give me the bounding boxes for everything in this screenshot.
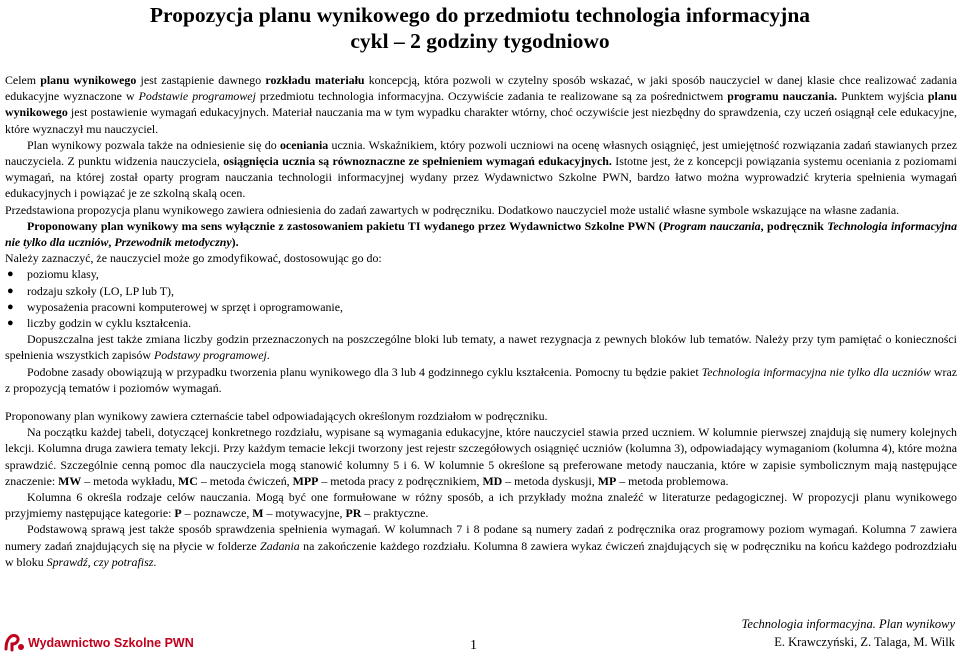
footer-book-info bbox=[742, 615, 955, 651]
paragraph-hours: Dopuszczalna jest także zmiana liczby godzin przeznaczonych na poszczególne bloki lub tematy, a nawet rezygnacja z pewnych bloków lub tematów. Należy przy tym pamiętać o konieczności spełnienia wszystkich zapisów Podstawy programowej. bbox=[5, 332, 957, 363]
paragraph-goals: Kolumna 6 określa rodzaje celów nauczania. Mogą być one formułowane w różny sposób, a ich przykłady można znaleźć w literaturze pedagogicznej. W propozycji planu wynikowego przyjmiemy następujące kategorie: P – poznawcze, M – motywacyjne, PR – praktyczne. bbox=[5, 490, 957, 521]
list-item: ● rodzaju szkoły (LO, LP lub T), bbox=[7, 283, 174, 298]
paragraph-columns: Na początku każdej tabeli, dotyczącej konkretnego rozdziału, wypisane są wymagania edukacyjne, które nauczyciel stawia przed uczniem. W kolumnie pierwszej znajdują się numery kolejnych lekcji. Kolumna druga zawiera tematy lekcji. Przy każdym temacie lekcji tworzony jest rejestr szczegółowych osiągnięć uczniów (kolumna 3), odpowiadający wymaganiom (kolumna 4), które można sprawdzić. Szczególnie cenną pomoc dla nauczyciela mogą stanowić kolumny 5 i 6. W kolumnie 5 określone są preferowane metody nauczania, które w zapisie symbolicznym mają następujące znaczenie: MW – metoda wykładu, MC – metoda ćwiczeń, MPP – metoda pracy z podręcznikiem, MD – metoda dyskusji, MP – metoda problemowa. bbox=[5, 425, 957, 488]
list-item: ● liczby godzin w cyklu kształcenia. bbox=[7, 316, 192, 331]
bullet-icon: ● bbox=[7, 268, 14, 281]
list-item: ● wyposażenia pracowni komputerowej w sprzęt i oprogramowanie, bbox=[7, 299, 343, 314]
paragraph-tables: Proponowany plan wynikowy zawiera czternaście tabel odpowiadających określonym rozdziałom w podręczniku. bbox=[5, 409, 548, 424]
document-title-line-1: Propozycja planu wynikowego do przedmiotu technologia informacyjna bbox=[149, 3, 811, 27]
bullet-icon: ● bbox=[7, 317, 14, 330]
paragraph-intro: Celem planu wynikowego jest zastąpienie dawnego rozkładu materiału koncepcją, która pozwoli w czytelny sposób wskazać, w jaki sposób nauczyciel w danej klasie chce realizować zadania edukacyjne wyznaczone w Podstawie programowej przedmiotu technologia informacyjna. Oczywiście zadania te realizowane są za pośrednictwem programu nauczania. Punktem wyjścia planu wynikowego jest postawienie wymagań edukacyjnych. Materiał nauczania ma w tym wypadku charakter wtórny, choć oczywiście jest niezbędny do sprawdzenia, czy uczeń osiągnął cele edukacyjne, które wyznaczył mu nauczyciel. bbox=[5, 73, 957, 136]
document-title-line-2: cykl – 2 godziny tygodniowo bbox=[350, 29, 610, 53]
book-authors: E. Krawczyński, Z. Talaga, M. Wilk bbox=[774, 635, 955, 649]
paragraph-tasks: Przedstawiona propozycja planu wynikowego zawiera odniesienia do zadań zawartych w podręczniku. Dodatkowo nauczyciel może ustalić własne symbole wskazujące na własne zadania. bbox=[5, 202, 900, 217]
paragraph-modification: Należy zaznaczyć, że nauczyciel może go zmodyfikować, dostosowując go do: bbox=[5, 251, 382, 266]
pwn-logo-icon bbox=[4, 632, 26, 652]
paragraph-verification: Podstawową sprawą jest także sposób sprawdzenia spełnienia wymagań. W kolumnach 7 i 8 podane są numery zadań z podręcznika oraz programowy poziom wymagań. Kolumna 7 zawiera numery zadań znajdujących się na płycie w folderze Zadania na zakończenie każdego rozdziału. Kolumna 8 zawiera wykaz ćwiczeń znajdujących się w podręczniku na końcu każdego podrozdziału w bloku Sprawdź, czy potrafisz. bbox=[5, 522, 957, 569]
paragraph-package: Proponowany plan wynikowy ma sens wyłącznie z zastosowaniem pakietu TI wydanego przez Wydawnictwo Szkolne PWN (Program nauczania, podręcznik Technologia informacyjna nie tylko dla uczniów, Przewodnik metodyczny). bbox=[5, 218, 958, 250]
modification-list bbox=[5, 266, 957, 331]
bullet-icon: ● bbox=[7, 300, 14, 313]
page-number: 1 bbox=[470, 638, 477, 653]
page-footer bbox=[0, 612, 960, 656]
document-body bbox=[5, 72, 957, 570]
paragraph-other-cycles: Podobne zasady obowiązują w przypadku tworzenia planu wynikowego dla 3 lub 4 godzinnego cyklu kształcenia. Pomocny tu będzie pakiet Technologia informacyjna nie tylko dla uczniów wraz z propozycją tematów i poziomów wymagań. bbox=[5, 364, 958, 395]
book-title: Technologia informacyjna. Plan wynikowy bbox=[741, 617, 955, 631]
publisher-name: Wydawnictwo Szkolne PWN bbox=[28, 636, 194, 650]
paragraph-assessment: Plan wynikowy pozwala także na odniesienie się do oceniania ucznia. Wskaźnikiem, który pozwoli uczniowi na ocenę własnych osiągnięć, jest umiejętność rozwiązania zadań stawianych przez nauczyciela. Z punktu widzenia nauczyciela, osiągnięcia uczniа są równoznaczne ze spełnieniem wymagań edukacyjnych. Istotne jest, że z koncepcji powiązania systemu oceniania z poziomami wymagań, na której został oparty program nauczania technologii informacyjnej wydany przez Wydawnictwo Szkolne PWN, bardzo łatwo można wyprowadzić kryteria spełnienia wymagań edukacyjnych i powiązać je ze szkolną skalą ocen. bbox=[5, 137, 957, 201]
bullet-icon: ● bbox=[7, 284, 14, 297]
list-item: ● poziomu klasy, bbox=[7, 267, 99, 282]
